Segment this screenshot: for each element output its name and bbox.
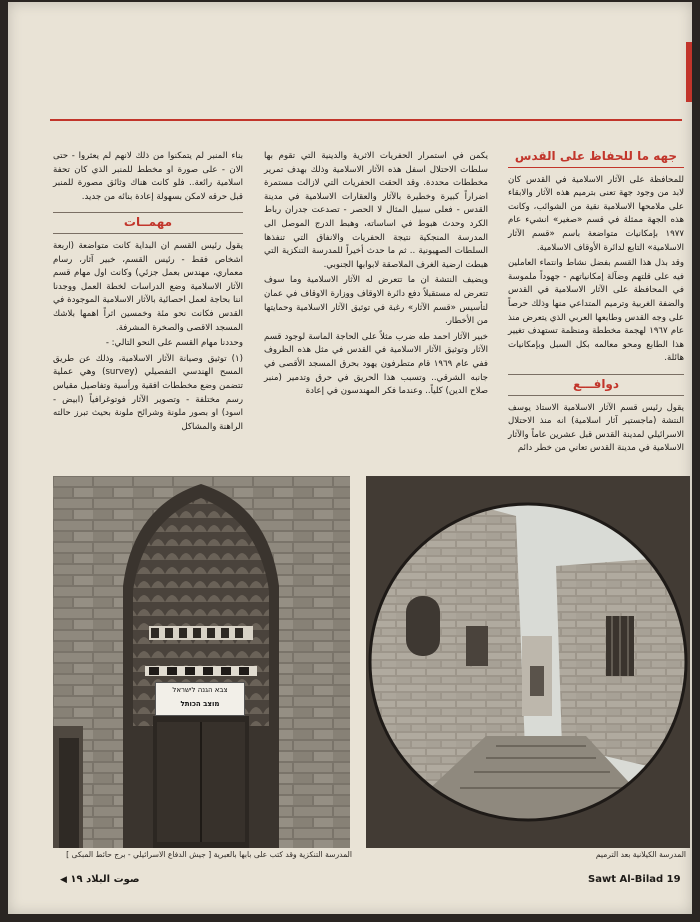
arrow-left-icon: ◀ bbox=[60, 875, 67, 885]
paragraph: يكمن في استمرار الحفريات الاثرية والدينية التي تقوم بها سلطات الاحتلال اسفل هذه الآثار الاسلامية وذلك بهدف تمرير مخططات محددة. وقد الحقت الحفريات التي لازالت مستمرة اضراراً كبيرة وخطيرة بالآثار والعقارات الاسلامية في مدينة القدس - فعلى سبيل المثال لا الحصر - تصدعت جدران رباط الكرد وحدث هبوط في اساساته، وهبط الدرج الموصل الى المدرسة المنجكية نتيجة الحفريات والانفاق التي تنفذها السلطات الصهيونية .. ثم ما حدث أخيراً للمدرسة التنكزية التي هبطت ارضية الغرف الملاصقة لابوابها الجنوبي. bbox=[264, 151, 488, 270]
section-heading-3: مهمــات bbox=[53, 212, 243, 234]
section-heading-2: دوافـــع bbox=[508, 374, 684, 396]
right-column bbox=[508, 150, 684, 458]
footer-arabic-text: صوت البلاد ١٩ bbox=[70, 874, 140, 885]
photo-tankiziyya-doorway bbox=[53, 476, 350, 848]
left-column bbox=[53, 150, 243, 436]
paragraph: وقد بذل هذا القسم بفضل نشاط وانتماء العاملين فيه على قلتهم وضآلة إمكانياتهم - جهوداً ملموسة في المحافظة على الآثار الاسلامية في القدس والضفة الغربية وترميم المتداعي منها وذلك حرصاً على وجه القدس وطابعها العربي الذي يتعرض منذ عام ١٩٦٧ لهجمة مخططة ومنظمة تستهدف تغيير هذا الطابع ومحو معالمه بكل السبل وبإمكانيات هائلة. bbox=[508, 258, 684, 364]
paragraph: يقول رئيس قسم الآثار الاسلامية الاستاذ يوسف النتشة (ماجستير آثار اسلامية) انه منذ الاحتلال الاسرائيلي لمدينة القدس قبل عشرين عاماً والآثار الاسلامية في مدينة القدس تعاني من خطر دائم bbox=[508, 402, 684, 454]
section-heading-1: جهه ما للحفاظ على القدس bbox=[508, 150, 684, 168]
magazine-page bbox=[8, 2, 692, 914]
middle-column bbox=[264, 150, 488, 401]
doorway-illustration bbox=[53, 476, 350, 848]
top-red-rule bbox=[50, 119, 682, 121]
paragraph: وحددنا مهام القسم على النحو التالي: - bbox=[105, 338, 243, 349]
caption-right-photo: المدرسة الكيلانية بعد الترميم bbox=[595, 850, 686, 859]
paragraph: بناء المنبر لم يتمكنوا من ذلك لانهم لم يعثروا - حتى الان - على صورة او مخطط للمنبر الذي كان تحفة اسلامية رائعة.. فلو كانت هناك وثائق مصورة للمنبر قبل حرقه لامكن بسهولة إعادة بنائه من جديد. bbox=[53, 151, 243, 202]
paragraph: ويضيف النتشة ان ما تتعرض له الآثار الاسلامية وما سوف تتعرض له مستقبلاً دفع دائرة الاوقاف ووزارة الاوقاف في عمان لتأسيس «قسم الآثار» رغبة في توثيق الآثار الاسلامية وحمايتها من الأخطار. bbox=[264, 275, 488, 327]
paragraph: يقول رئيس القسم ان البداية كانت متواضعة (اربعة اشخاص فقط - رئيس القسم، خبير آثار، رسام معماري، مهندس بعمل جزئي) وكانت اول مهام قسم الآثار الاسلامية وضع الدراسات لخطة العمل ووجدنا اننا بحاجة لعمل احصائية بالآثار الاسلامية الموجودة في القدس فكانت نحو مئة وخمسين اثراً اهمها بلاشك المسجد الاقصى والصخرة المشرفة. bbox=[53, 240, 243, 333]
footer-latin: Sawt Al-Bilad 19 bbox=[588, 874, 681, 885]
hebrew-sign-line-2: מוצב הכותל bbox=[180, 700, 220, 708]
fisheye-illustration bbox=[366, 476, 690, 848]
caption-left-photo: المدرسة التنكزية وقد كتب على بابها بالعبرية [ جيش الدفاع الاسرائيلي - برج حائط المبكى ] bbox=[66, 850, 352, 859]
footer-arabic bbox=[60, 874, 140, 885]
paragraph: خبير الآثار احمد طه ضرب مثلاً على الحاجة الماسة لوجود قسم الآثار وتوثيق الآثار الاسلامية في القدس في مثل هذه الظروف ففي عام ١٩٦٩ قام متطرفون يهود بحرق المسجد الأقصى في جانبه الشرقي.. وتسبب هذا الحريق في حرق وتدمير (منبر صلاح الدين) كلياً.. وعندما فكر المهندسون في إعادة bbox=[264, 331, 488, 397]
hebrew-sign bbox=[155, 682, 245, 716]
hebrew-sign-line-1: צבא הגנה לישראל bbox=[172, 686, 228, 694]
photo-kilaniyya-madrasa bbox=[366, 476, 690, 848]
paragraph: للمحافظة على الآثار الاسلامية في القدس كان لابد من وجود جهة تعنى بترميم هذه الآثار والابقاء على ملامحها الاسلامية نقية من الشوائب، وكانت هذه الجهة ممثلة في قسم «صغير» انشيء عام ١٩٧٧ بإمكانيات متواضعة باسم «قسم الآثار الاسلامية» التابع لدائرة الأوقاف الاسلامية. bbox=[508, 174, 684, 253]
page-edge-tab bbox=[686, 42, 692, 102]
paragraph: (١) توثيق وصيانة الآثار الاسلامية، وذلك عن طريق المسح الهندسي التفصيلي (survey) وهي عملية تتضمن وضع مخططات افقية ورأسية وتفاصيل مقياس رسم مختلفة - وتصوير الآثار فوتوغرافياً (ابيض - اسود) او بصور ملونة وشرائح ملونة بحيث تبرز حالته الراهنة والمشاكل bbox=[53, 353, 244, 432]
